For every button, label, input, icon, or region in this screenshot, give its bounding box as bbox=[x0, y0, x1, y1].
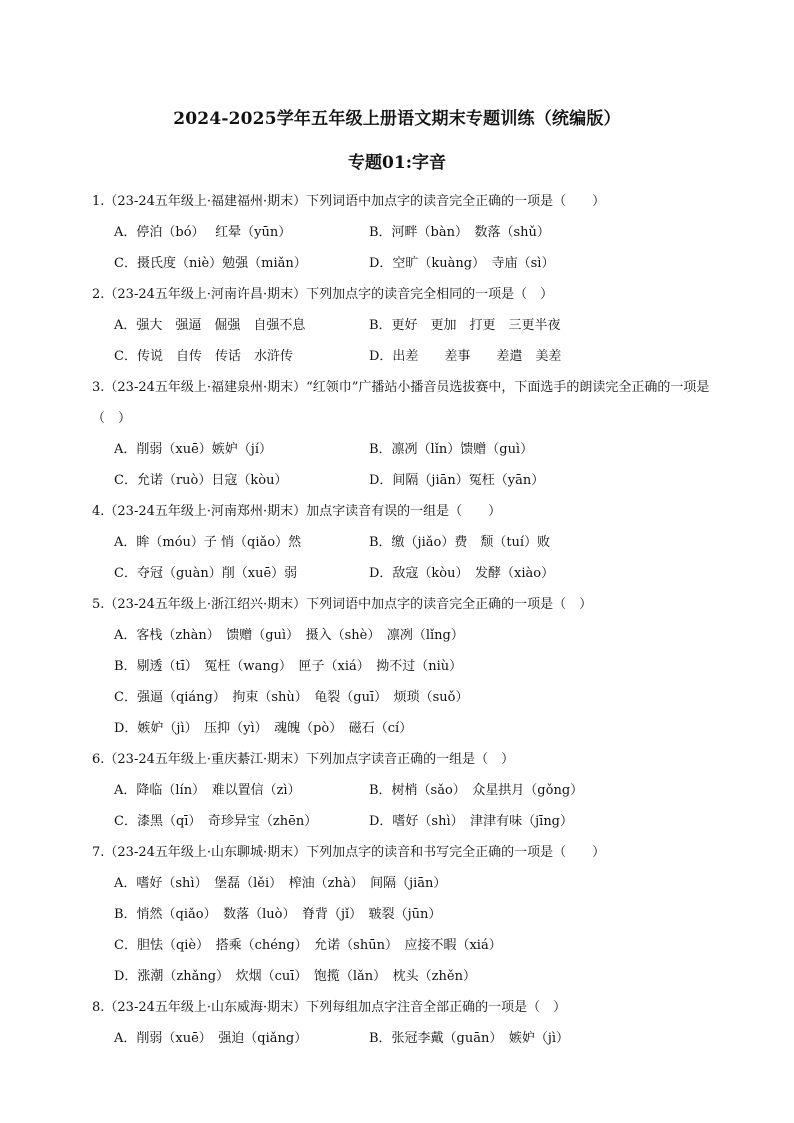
question-2-options-row-2 bbox=[92, 341, 732, 372]
question-1-text: 1.（23-24五年级上·福建福州·期末）下列词语中加点字的读音完全正确的一项是（ ） bbox=[92, 194, 606, 209]
question-2 bbox=[92, 279, 732, 372]
question-8-text: 8.（23-24五年级上·山东威海·期末）下列每组加点字注音全部正确的一项是（ ） bbox=[92, 1000, 567, 1015]
question-7-option-c-row bbox=[92, 930, 732, 961]
question-5-option-c-row bbox=[92, 682, 732, 713]
question-5 bbox=[92, 589, 732, 744]
page-subtitle: 专题01:字音 bbox=[348, 153, 446, 173]
question-5-option-b-row bbox=[92, 651, 732, 682]
option-c: C．漆黑（qī） 奇珍异宝（zhēn） bbox=[114, 814, 318, 829]
option-a: A．停泊（bó） 红晕（yūn） bbox=[114, 225, 292, 240]
question-3 bbox=[92, 372, 732, 496]
option-b: B．树梢（sǎo） 众星拱月（gǒng） bbox=[369, 783, 584, 798]
option-b: B．凛冽（lǐn）馈赠（guì） bbox=[369, 442, 534, 457]
page-title: 2024-2025学年五年级上册语文期末专题训练（统编版） bbox=[173, 109, 621, 129]
question-6 bbox=[92, 744, 732, 837]
option-d: D．敌寇（kòu） 发酵（xiào） bbox=[369, 566, 555, 581]
option-d: D．间隔（jiān）冤枉（yān） bbox=[369, 473, 545, 488]
option-a: A．削弱（xuē）嫉妒（jí） bbox=[114, 442, 272, 457]
option-b: B．剔透（tī） 冤枉（wang） 匣子（xiá） 拗不过（niù） bbox=[114, 659, 463, 674]
question-list bbox=[92, 186, 732, 1054]
question-5-option-a-row bbox=[92, 620, 732, 651]
option-c: C．强逼（qiáng） 拘束（shù） 龟裂（guī） 烦琐（suǒ） bbox=[114, 690, 469, 705]
option-d: D．嫉妒（jì） 压抑（yì） 魂魄（pò） 磁石（cí） bbox=[114, 721, 413, 736]
question-6-options-row-1 bbox=[92, 775, 732, 806]
question-7-option-d-row bbox=[92, 961, 732, 992]
question-1-options-row-1 bbox=[92, 217, 732, 248]
question-7 bbox=[92, 837, 732, 992]
option-b: B．河畔（bàn） 数落（shǔ） bbox=[369, 225, 550, 240]
question-7-option-a-row bbox=[92, 868, 732, 899]
option-d: D．涨潮（zhǎng） 炊烟（cuī） 饱揽（lǎn） 枕头（zhěn） bbox=[114, 969, 476, 984]
question-7-text: 7.（23-24五年级上·山东聊城·期末）下列加点字的读音和书写完全正确的一项是（ ） bbox=[92, 845, 606, 860]
option-b: B．更好 更加 打更 三更半夜 bbox=[369, 318, 561, 333]
question-8-options-row-1 bbox=[92, 1023, 732, 1054]
option-b: B．张冠李戴（guān） 嫉妒（jì） bbox=[369, 1031, 570, 1046]
option-d: D．嗜好（shì） 津津有味（jīng） bbox=[369, 814, 574, 829]
question-3-options-row-1 bbox=[92, 434, 732, 465]
option-a: A．嗜好（shì） 堡磊（lěi） 榨油（zhà） 间隔（jiān） bbox=[114, 876, 447, 891]
question-4-options-row-1 bbox=[92, 527, 732, 558]
question-2-text: 2.（23-24五年级上·河南许昌·期末）下列加点字的读音完全相同的一项是（ ） bbox=[92, 287, 554, 302]
question-1 bbox=[92, 186, 732, 279]
option-d: D．空旷（kuàng） 寺庙（sì） bbox=[369, 256, 555, 271]
question-4-text: 4.（23-24五年级上·河南郑州·期末）加点字读音有误的一组是（ ） bbox=[92, 504, 502, 519]
option-c: C．传说 自传 传话 水浒传 bbox=[114, 349, 293, 364]
option-a: A．眸（móu）子 悄（qiǎo）然 bbox=[114, 535, 302, 550]
option-c: C．夺冠（guàn）削（xuē）弱 bbox=[114, 566, 298, 581]
option-a: A．削弱（xuē） 强迫（qiǎng） bbox=[114, 1031, 308, 1046]
question-6-options-row-2 bbox=[92, 806, 732, 837]
question-8 bbox=[92, 992, 732, 1054]
question-4 bbox=[92, 496, 732, 589]
question-7-option-b-row bbox=[92, 899, 732, 930]
option-b: B．悄然（qiǎo） 数落（luò） 脊背（jǐ） 皲裂（jūn） bbox=[114, 907, 442, 922]
question-5-text: 5.（23-24五年级上·浙江绍兴·期末）下列词语中加点字的读音完全正确的一项是（ ） bbox=[92, 597, 593, 612]
option-c: C．胆怯（qiè） 搭乘（chéng） 允诺（shūn） 应接不暇（xiá） bbox=[114, 938, 502, 953]
question-3-options-row-2 bbox=[92, 465, 732, 496]
option-c: C．摄氏度（niè）勉强（miǎn） bbox=[114, 256, 307, 271]
question-6-text: 6.（23-24五年级上·重庆綦江·期末）下列加点字读音正确的一组是（ ） bbox=[92, 752, 515, 767]
option-d: D．出差 差事 差遣 美差 bbox=[369, 349, 562, 364]
option-a: A．强大 强逼 倔强 自强不息 bbox=[114, 318, 306, 333]
option-a: A．客栈（zhàn） 馈赠（guì） 摄入（shè） 凛冽（lǐng） bbox=[114, 628, 464, 643]
question-4-options-row-2 bbox=[92, 558, 732, 589]
option-b: B．缴（jiǎo）费 颓（tuí）败 bbox=[369, 535, 551, 550]
question-3-text: 3.（23-24五年级上·福建泉州·期末）“红领巾”广播站小播音员选拔赛中，下面选手的朗读完全正确的一项是（ ） bbox=[92, 380, 710, 426]
option-a: A．降临（lín） 难以置信（zì） bbox=[114, 783, 301, 798]
question-5-option-d-row bbox=[92, 713, 732, 744]
option-c: C．允诺（ruò）日寇（kòu） bbox=[114, 473, 288, 488]
question-2-options-row-1 bbox=[92, 310, 732, 341]
question-1-options-row-2 bbox=[92, 248, 732, 279]
